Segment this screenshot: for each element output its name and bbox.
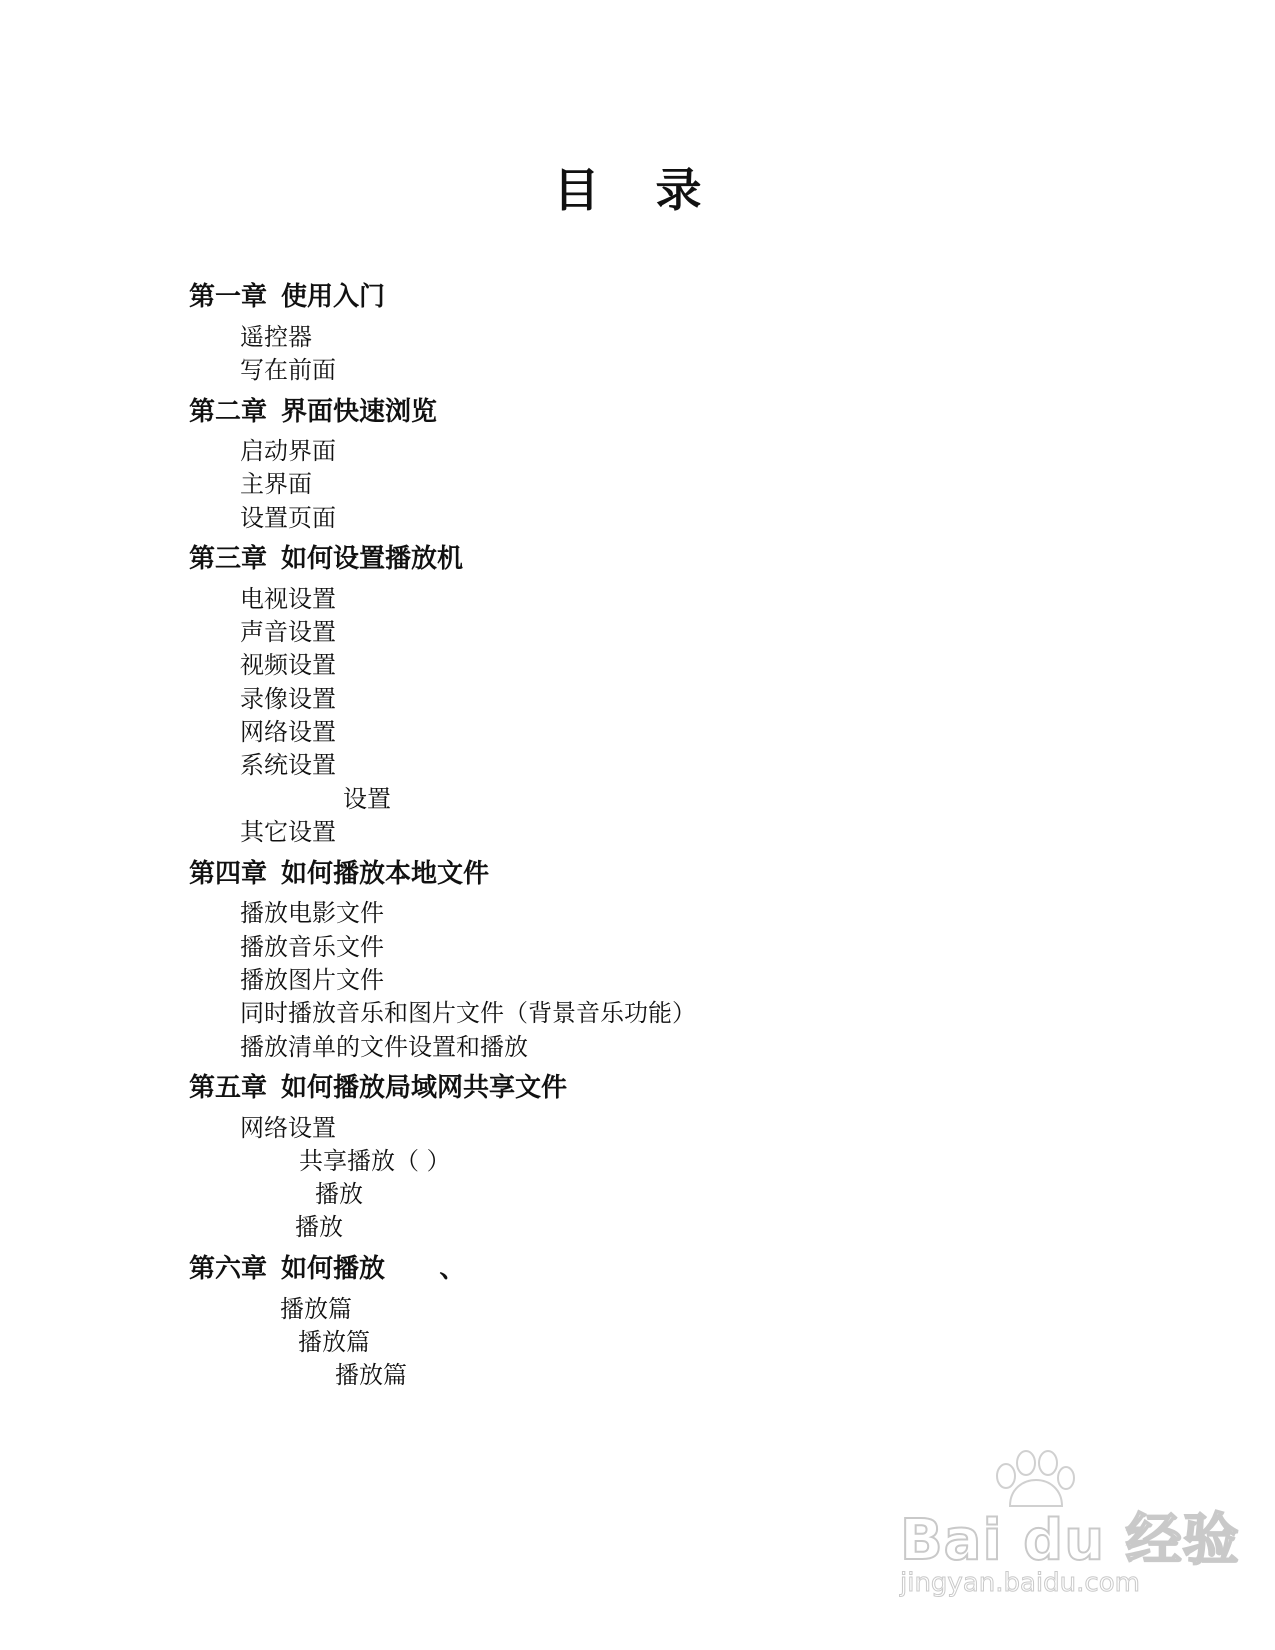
chapter-name: 如何设置播放机 bbox=[281, 544, 464, 574]
toc-item: 录像设置 bbox=[240, 685, 336, 713]
toc-item: 其它设置 bbox=[240, 818, 336, 846]
toc-item: 播放 bbox=[295, 1213, 343, 1241]
toc-item: 写在前面 bbox=[240, 356, 336, 384]
chapter-number: 第五章 bbox=[189, 1073, 268, 1103]
toc-item: 系统设置 bbox=[240, 751, 336, 779]
toc-item: 同时播放音乐和图片文件（背景音乐功能） bbox=[240, 999, 696, 1027]
toc-item: 播放篇 bbox=[280, 1295, 352, 1323]
toc-item: 播放电影文件 bbox=[240, 899, 384, 927]
toc-item: 声音设置 bbox=[240, 618, 336, 646]
toc-item: 电视设置 bbox=[240, 585, 336, 613]
chapter-name: 界面快速浏览 bbox=[281, 397, 438, 427]
chapter-6-heading bbox=[189, 1251, 465, 1287]
chapter-5-heading bbox=[189, 1070, 567, 1106]
chapter-name: 如何播放局域网共享文件 bbox=[281, 1073, 568, 1103]
toc-item: 设置页面 bbox=[240, 504, 336, 532]
chapter-number: 第六章 bbox=[189, 1254, 268, 1284]
chapter-name: 如何播放本地文件 bbox=[281, 859, 490, 889]
toc-item: 设置 bbox=[343, 785, 391, 813]
chapter-4-heading bbox=[189, 856, 489, 892]
toc-item: 共享播放（ ） bbox=[299, 1147, 451, 1175]
chapter-number: 第二章 bbox=[189, 397, 268, 427]
chapter-3-heading bbox=[189, 541, 463, 577]
chapter-2-heading bbox=[189, 394, 437, 430]
toc-item: 播放图片文件 bbox=[240, 966, 384, 994]
chapter-name: 使用入门 bbox=[281, 282, 386, 312]
toc-item: 主界面 bbox=[240, 470, 312, 498]
chapter-1-heading bbox=[189, 279, 385, 315]
watermark-brand: Bai du 经验 bbox=[900, 1508, 1240, 1573]
baidu-jingyan-watermark bbox=[900, 1450, 1240, 1600]
toc-item: 播放篇 bbox=[335, 1361, 407, 1389]
toc-item: 启动界面 bbox=[240, 437, 336, 465]
page-title: 目 录 bbox=[553, 163, 722, 217]
toc-item: 视频设置 bbox=[240, 651, 336, 679]
chapter-number: 第三章 bbox=[189, 544, 268, 574]
toc-item: 播放音乐文件 bbox=[240, 933, 384, 961]
toc-item: 播放 bbox=[315, 1180, 363, 1208]
toc-item: 遥控器 bbox=[240, 323, 312, 351]
toc-item: 播放篇 bbox=[298, 1328, 370, 1356]
chapter-number: 第一章 bbox=[189, 282, 268, 312]
toc-item: 播放清单的文件设置和播放 bbox=[240, 1033, 528, 1061]
watermark-url: jingyan.baidu.com bbox=[900, 1568, 1140, 1598]
chapter-name: 如何播放 、 bbox=[281, 1254, 466, 1284]
toc-item: 网络设置 bbox=[240, 1114, 336, 1142]
chapter-number: 第四章 bbox=[189, 859, 268, 889]
toc-item: 网络设置 bbox=[240, 718, 336, 746]
